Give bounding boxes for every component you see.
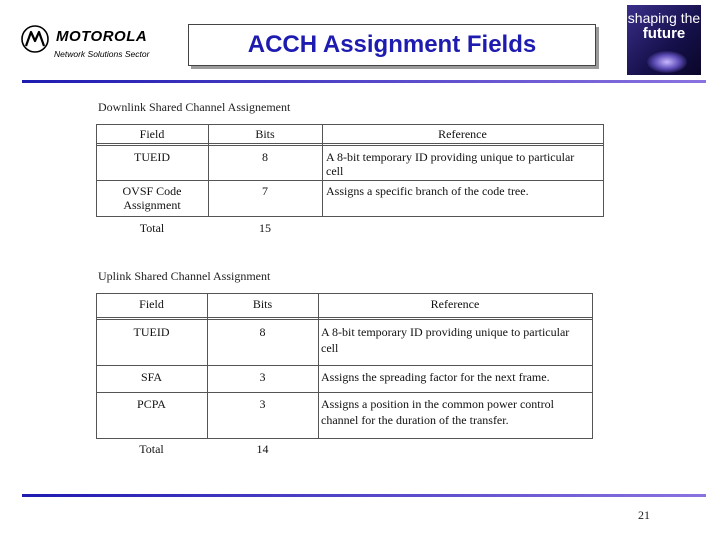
bits-cell: 7 xyxy=(262,184,268,198)
reference-cell-line2: channel for the duration of the transfer. xyxy=(321,413,509,427)
title-box xyxy=(188,24,596,66)
field-cell: TUEID xyxy=(133,325,170,339)
brand-name: MOTOROLA xyxy=(56,28,148,45)
reference-cell-line1: A 8-bit temporary ID providing unique to particular xyxy=(326,150,575,164)
shaping-the-future-badge xyxy=(627,5,701,75)
downlink-table xyxy=(96,124,604,236)
reference-cell-line2: cell xyxy=(326,164,344,178)
header-field: Field xyxy=(139,127,165,141)
footer-divider xyxy=(22,494,706,497)
total-bits: 15 xyxy=(259,221,271,235)
bits-cell: 8 xyxy=(259,325,266,339)
field-cell: TUEID xyxy=(134,150,170,164)
downlink-caption: Downlink Shared Channel Assignement xyxy=(98,100,291,114)
total-label: Total xyxy=(139,221,165,235)
reference-cell-line1: A 8-bit temporary ID providing unique to particular xyxy=(321,325,570,339)
field-cell: SFA xyxy=(140,370,163,384)
total-bits: 14 xyxy=(256,442,269,456)
badge-line-2: future xyxy=(642,25,686,42)
badge-glow-graphic xyxy=(647,51,687,73)
motorola-batwing-icon xyxy=(20,24,50,54)
reference-cell-line1: Assigns the spreading factor for the next frame. xyxy=(321,370,550,384)
brand-subtitle: Network Solutions Sector xyxy=(54,49,150,59)
field-cell-line2: Assignment xyxy=(123,198,181,212)
bits-cell: 3 xyxy=(259,397,266,411)
page-title: ACCH Assignment Fields xyxy=(247,31,537,58)
reference-cell-line2: cell xyxy=(321,341,339,355)
field-cell-line1: OVSF Code xyxy=(122,184,182,198)
page-number: 21 xyxy=(638,508,650,522)
reference-cell-line1: Assigns a position in the common power control xyxy=(321,397,554,411)
header-bits: Bits xyxy=(255,127,275,141)
uplink-caption: Uplink Shared Channel Assignment xyxy=(98,269,271,283)
header-reference: Reference xyxy=(430,297,480,311)
uplink-table xyxy=(96,293,593,463)
header-bits: Bits xyxy=(252,297,273,311)
header-divider xyxy=(22,80,706,83)
bits-cell: 8 xyxy=(262,150,268,164)
badge-line-1: shaping the xyxy=(627,10,701,26)
field-cell: PCPA xyxy=(137,397,166,411)
header-field: Field xyxy=(139,297,164,311)
motorola-logo xyxy=(20,22,170,62)
bits-cell: 3 xyxy=(259,370,266,384)
reference-cell-line1: Assigns a specific branch of the code tree. xyxy=(326,184,529,198)
total-label: Total xyxy=(139,442,164,456)
header-reference: Reference xyxy=(438,127,487,141)
